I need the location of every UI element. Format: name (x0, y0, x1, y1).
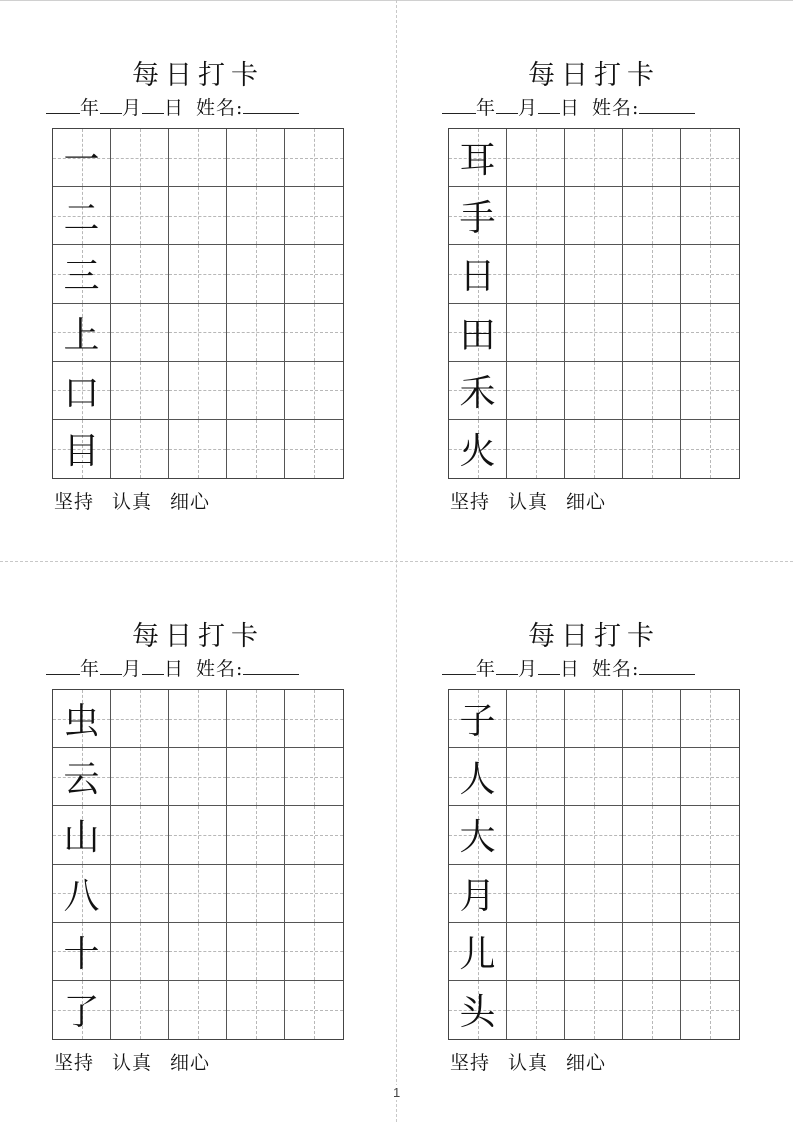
practice-cell[interactable] (623, 923, 681, 981)
motto-word: 坚持 (54, 1052, 95, 1074)
practice-cell[interactable] (565, 923, 623, 981)
practice-cell[interactable] (169, 865, 227, 923)
practice-cell[interactable] (111, 187, 169, 245)
tianzige-grid (52, 128, 344, 479)
practice-cell[interactable] (111, 362, 169, 420)
year-blank[interactable] (46, 656, 80, 675)
model-character-cell (449, 304, 507, 362)
name-label: 姓名: (196, 658, 244, 680)
motto-line (450, 487, 624, 514)
model-character: 日 (459, 256, 496, 298)
month-label: 月 (122, 658, 143, 680)
model-character-cell (53, 362, 111, 420)
practice-cell[interactable] (227, 981, 285, 1039)
year-blank[interactable] (46, 95, 80, 114)
day-blank[interactable] (142, 656, 164, 675)
motto-word: 认真 (112, 491, 153, 513)
practice-cell[interactable] (623, 865, 681, 923)
model-character-cell (53, 187, 111, 245)
model-character: 手 (459, 198, 496, 240)
motto-word: 细心 (566, 1052, 607, 1074)
practice-cell[interactable] (507, 245, 565, 303)
practice-cell[interactable] (681, 187, 739, 245)
date-name-line (442, 95, 695, 120)
practice-cell[interactable] (681, 690, 739, 748)
motto-word: 坚持 (54, 491, 95, 513)
practice-cell[interactable] (681, 245, 739, 303)
practice-cell[interactable] (285, 362, 343, 420)
month-blank[interactable] (100, 95, 122, 114)
month-blank[interactable] (496, 656, 518, 675)
day-blank[interactable] (538, 95, 560, 114)
practice-cell[interactable] (623, 245, 681, 303)
practice-cell[interactable] (681, 865, 739, 923)
month-label: 月 (122, 97, 143, 119)
practice-cell[interactable] (507, 187, 565, 245)
practice-cell[interactable] (227, 129, 285, 187)
model-character: 大 (459, 817, 496, 859)
model-character: 儿 (459, 933, 496, 975)
motto-word: 认真 (112, 1052, 153, 1074)
motto-word: 细心 (566, 491, 607, 513)
practice-cell[interactable] (111, 420, 169, 478)
model-character: 月 (459, 875, 496, 917)
practice-cell[interactable] (111, 748, 169, 806)
name-label: 姓名: (196, 97, 244, 119)
practice-cell[interactable] (227, 420, 285, 478)
practice-cell[interactable] (681, 981, 739, 1039)
practice-cell[interactable] (565, 245, 623, 303)
model-character: 三 (63, 256, 100, 298)
practice-cell[interactable] (169, 420, 227, 478)
practice-cell[interactable] (681, 129, 739, 187)
practice-cell[interactable] (111, 304, 169, 362)
model-character-cell (53, 981, 111, 1039)
practice-cell[interactable] (681, 748, 739, 806)
name-blank[interactable] (639, 656, 695, 675)
motto-line (54, 1048, 228, 1075)
motto-word: 认真 (508, 1052, 549, 1074)
practice-cell[interactable] (169, 187, 227, 245)
practice-cell[interactable] (565, 806, 623, 864)
motto-line (450, 1048, 624, 1075)
practice-cell[interactable] (565, 129, 623, 187)
model-character: 上 (63, 314, 100, 356)
model-character-cell (53, 865, 111, 923)
practice-cell[interactable] (227, 748, 285, 806)
practice-cell[interactable] (565, 187, 623, 245)
practice-cell[interactable] (565, 748, 623, 806)
date-name-line (46, 656, 299, 681)
month-blank[interactable] (496, 95, 518, 114)
model-character: 云 (63, 759, 100, 801)
model-character-cell (53, 420, 111, 478)
practice-cell[interactable] (623, 187, 681, 245)
model-character: 十 (63, 933, 100, 975)
practice-cell[interactable] (111, 806, 169, 864)
name-blank[interactable] (243, 95, 299, 114)
practice-cell[interactable] (285, 187, 343, 245)
motto-word: 坚持 (450, 491, 491, 513)
year-label: 年 (476, 658, 497, 680)
tianzige-grid (448, 689, 740, 1040)
day-label: 日 (164, 658, 185, 680)
motto-word: 坚持 (450, 1052, 491, 1074)
practice-cell[interactable] (285, 129, 343, 187)
model-character-cell (449, 187, 507, 245)
practice-cell[interactable] (623, 362, 681, 420)
day-label: 日 (560, 658, 581, 680)
model-character-cell (449, 129, 507, 187)
year-label: 年 (80, 658, 101, 680)
practice-cell[interactable] (227, 923, 285, 981)
practice-cell[interactable] (565, 420, 623, 478)
day-label: 日 (164, 97, 185, 119)
practice-cell[interactable] (285, 690, 343, 748)
practice-cell[interactable] (169, 362, 227, 420)
practice-cell[interactable] (285, 923, 343, 981)
practice-cell[interactable] (227, 362, 285, 420)
practice-cell[interactable] (507, 806, 565, 864)
horizontal-cut-line (0, 561, 793, 562)
practice-cell[interactable] (507, 420, 565, 478)
motto-word: 认真 (508, 491, 549, 513)
practice-cell[interactable] (507, 129, 565, 187)
practice-cell[interactable] (111, 981, 169, 1039)
practice-cell[interactable] (623, 420, 681, 478)
model-character: 山 (63, 817, 100, 859)
motto-word: 细心 (170, 491, 211, 513)
practice-cell[interactable] (111, 923, 169, 981)
practice-cell[interactable] (681, 923, 739, 981)
model-character-cell (53, 304, 111, 362)
model-character-cell (449, 981, 507, 1039)
practice-cell[interactable] (285, 806, 343, 864)
model-character: 耳 (459, 140, 496, 182)
practice-cell[interactable] (681, 362, 739, 420)
motto-word: 细心 (170, 1052, 211, 1074)
practice-cell[interactable] (565, 690, 623, 748)
practice-cell[interactable] (565, 304, 623, 362)
model-character-cell (53, 806, 111, 864)
practice-cell[interactable] (111, 129, 169, 187)
practice-cell[interactable] (169, 690, 227, 748)
year-blank[interactable] (442, 95, 476, 114)
practice-cell[interactable] (565, 865, 623, 923)
page-number: 1 (393, 1085, 401, 1100)
month-label: 月 (518, 97, 539, 119)
practice-cell[interactable] (227, 806, 285, 864)
date-name-line (46, 95, 299, 120)
practice-cell[interactable] (507, 362, 565, 420)
date-name-line (442, 656, 695, 681)
sheet-title: 每日打卡 (528, 60, 660, 91)
practice-cell[interactable] (285, 981, 343, 1039)
model-character: 人 (459, 759, 496, 801)
day-blank[interactable] (538, 656, 560, 675)
practice-cell[interactable] (623, 129, 681, 187)
model-character-cell (53, 129, 111, 187)
model-character-cell (449, 690, 507, 748)
practice-cell[interactable] (285, 304, 343, 362)
model-character: 田 (459, 314, 496, 356)
practice-cell[interactable] (227, 245, 285, 303)
practice-cell[interactable] (227, 690, 285, 748)
practice-cell[interactable] (285, 865, 343, 923)
practice-cell[interactable] (681, 304, 739, 362)
model-character: 口 (63, 372, 100, 414)
practice-cell[interactable] (227, 187, 285, 245)
practice-cell[interactable] (623, 748, 681, 806)
month-blank[interactable] (100, 656, 122, 675)
sheet-title: 每日打卡 (528, 621, 660, 652)
practice-cell[interactable] (227, 304, 285, 362)
practice-cell[interactable] (111, 245, 169, 303)
practice-cell[interactable] (169, 129, 227, 187)
name-blank[interactable] (243, 656, 299, 675)
name-label: 姓名: (592, 97, 640, 119)
model-character: 一 (63, 140, 100, 182)
practice-cell[interactable] (169, 923, 227, 981)
model-character-cell (449, 748, 507, 806)
name-label: 姓名: (592, 658, 640, 680)
year-label: 年 (476, 97, 497, 119)
practice-cell[interactable] (169, 748, 227, 806)
model-character-cell (53, 690, 111, 748)
model-character-cell (53, 748, 111, 806)
practice-cell[interactable] (623, 806, 681, 864)
model-character: 子 (459, 701, 496, 743)
practice-cell[interactable] (169, 981, 227, 1039)
practice-cell[interactable] (169, 245, 227, 303)
practice-cell[interactable] (285, 748, 343, 806)
practice-cell[interactable] (507, 981, 565, 1039)
practice-cell[interactable] (681, 420, 739, 478)
model-character-cell (53, 245, 111, 303)
model-character: 二 (63, 198, 100, 240)
practice-cell[interactable] (507, 923, 565, 981)
model-character: 虫 (63, 701, 100, 743)
sheet-title: 每日打卡 (132, 60, 264, 91)
tianzige-grid (448, 128, 740, 479)
model-character: 头 (459, 992, 496, 1034)
model-character-cell (449, 362, 507, 420)
practice-cell[interactable] (623, 304, 681, 362)
model-character-cell (449, 865, 507, 923)
day-label: 日 (560, 97, 581, 119)
practice-cell[interactable] (681, 806, 739, 864)
model-character: 火 (459, 431, 496, 473)
practice-cell[interactable] (111, 690, 169, 748)
practice-cell[interactable] (623, 690, 681, 748)
practice-cell[interactable] (169, 806, 227, 864)
model-character: 了 (63, 992, 100, 1034)
model-character-cell (449, 420, 507, 478)
model-character-cell (53, 923, 111, 981)
practice-cell[interactable] (169, 304, 227, 362)
practice-cell[interactable] (285, 245, 343, 303)
month-label: 月 (518, 658, 539, 680)
practice-cell[interactable] (111, 865, 169, 923)
model-character-cell (449, 245, 507, 303)
year-label: 年 (80, 97, 101, 119)
practice-cell[interactable] (565, 362, 623, 420)
practice-cell[interactable] (565, 981, 623, 1039)
practice-cell[interactable] (227, 865, 285, 923)
tianzige-grid (52, 689, 344, 1040)
model-character: 八 (63, 875, 100, 917)
practice-cell[interactable] (507, 304, 565, 362)
practice-cell[interactable] (285, 420, 343, 478)
year-blank[interactable] (442, 656, 476, 675)
practice-cell[interactable] (507, 748, 565, 806)
sheet-title: 每日打卡 (132, 621, 264, 652)
practice-cell[interactable] (623, 981, 681, 1039)
model-character-cell (449, 806, 507, 864)
name-blank[interactable] (639, 95, 695, 114)
day-blank[interactable] (142, 95, 164, 114)
model-character-cell (449, 923, 507, 981)
model-character: 目 (63, 431, 100, 473)
model-character: 禾 (459, 372, 496, 414)
practice-cell[interactable] (507, 865, 565, 923)
motto-line (54, 487, 228, 514)
practice-cell[interactable] (507, 690, 565, 748)
